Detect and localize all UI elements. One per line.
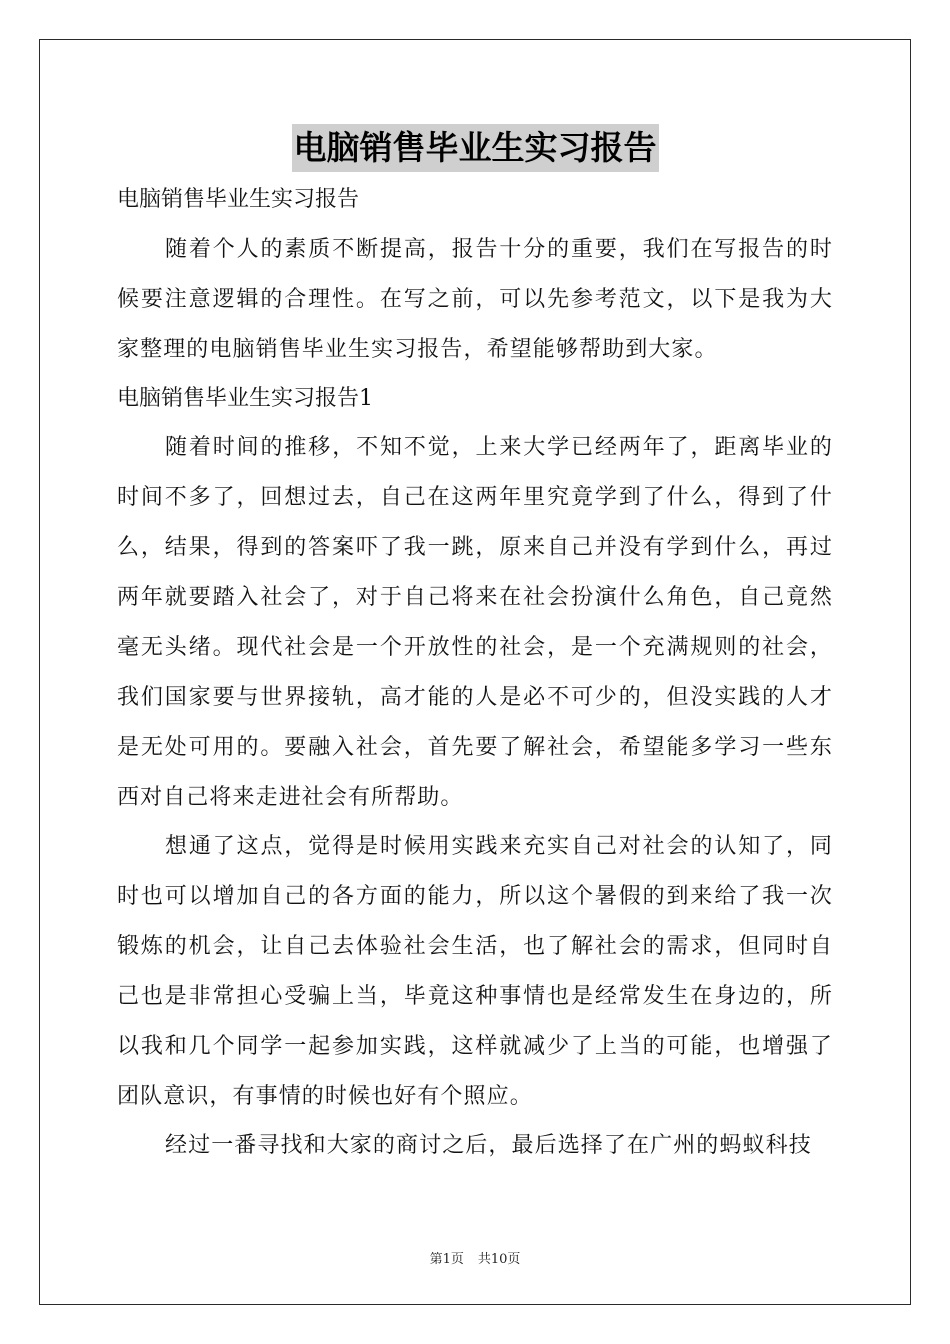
body-paragraph: 经过一番寻找和大家的商讨之后，最后选择了在广州的蚂蚁科技 [165,1133,812,1158]
document-title: 电脑销售毕业生实习报告 [292,124,659,172]
body-paragraph: 想通了这点，觉得是时候用实践来充实自己对社会的认知了，同时也可以增加自己的各方面的能力，所以这个暑假的到来给了我一次锻炼的机会，让自己去体验社会生活，也了解社会的需求，但同时自己也是非常担心受骗上当，毕竟这种事情也是经常发生在身边的，所以我和几个同学一起参加实践，这样就减少了上当的可能，也增强了团队意识，有事情的时候也好有个照应。 [117,834,833,1109]
page-number: 第1页 [429,1252,464,1267]
section-heading: 电脑销售毕业生实习报告1 [117,386,373,411]
page-footer [0,1248,950,1267]
intro-paragraph: 随着个人的素质不断提高，报告十分的重要，我们在写报告的时候要注意逻辑的合理性。在写之前，可以先参考范文，以下是我为大家整理的电脑销售毕业生实习报告，希望能够帮助到大家。 [117,237,833,362]
title-container [117,124,833,172]
body-paragraph: 随着时间的推移，不知不觉，上来大学已经两年了，距离毕业的时间不多了，回想过去，自己在这两年里究竟学到了什么，得到了什么，结果，得到的答案吓了我一跳，原来自己并没有学到什么，再过两年就要踏入社会了，对于自己将来在社会扮演什么角色，自己竟然毫无头绪。现代社会是一个开放性的社会，是一个充满规则的社会，我们国家要与世界接轨，高才能的人是必不可少的，但没实践的人才是无处可用的。要融入社会，首先要了解社会，希望能多学习一些东西对自己将来走进社会有所帮助。 [117,435,833,810]
page-total: 共10页 [477,1252,521,1267]
document-subtitle: 电脑销售毕业生实习报告 [117,187,360,212]
